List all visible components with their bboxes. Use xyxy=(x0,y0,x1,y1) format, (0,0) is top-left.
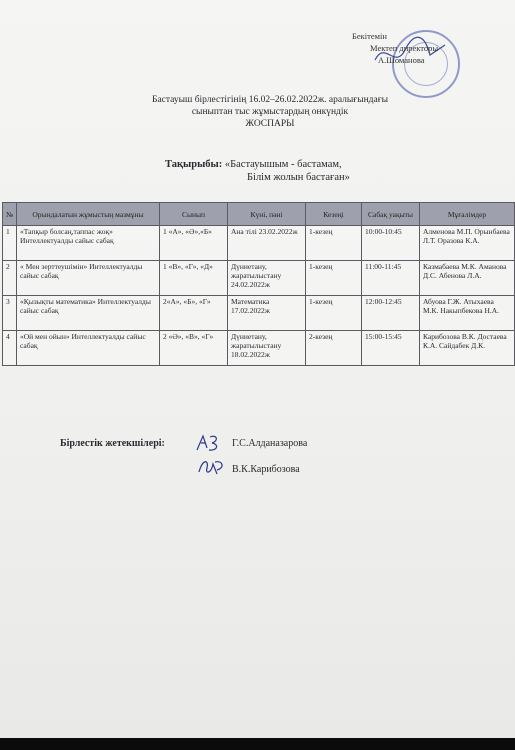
table-row xyxy=(3,296,515,331)
cell-num: 2 xyxy=(3,261,17,296)
cell-content: «Тапқыр болсаң,таппас жоқ» Интеллектуалды сайыс сабақ xyxy=(17,226,160,261)
approval-block xyxy=(352,30,512,66)
cell-class: 1 «А», «Ә»,«Б» xyxy=(160,226,228,261)
topic-text-2: Білім жолын бастаған» xyxy=(247,172,350,183)
cell-time: 15:00-15:45 xyxy=(362,331,420,366)
cell-class: 2 «Ә», «В», «Г» xyxy=(160,331,228,366)
cell-time: 12:00-12:45 xyxy=(362,296,420,331)
cell-class: 2«А», «Б», «Г» xyxy=(160,296,228,331)
signature-2 xyxy=(197,456,229,478)
cell-stage: 2-кезең xyxy=(306,331,362,366)
cell-stage: 1-кезең xyxy=(306,261,362,296)
cell-class: 1 «В», «Г», «Д» xyxy=(160,261,228,296)
title-line: сыныптан тыс жұмыстардың онкүндік xyxy=(191,107,349,117)
approval-line: А.Шоманова xyxy=(378,55,425,65)
cell-content: « Мен зерттеушімін» Интеллектуалды сайыс сабақ xyxy=(17,261,160,296)
plan-table xyxy=(2,202,515,366)
cell-stage: 1-кезең xyxy=(306,226,362,261)
header-cell: Сынып xyxy=(160,203,228,226)
header-cell: Сабақ уақыты xyxy=(362,203,420,226)
table-row xyxy=(3,261,515,296)
table-row xyxy=(3,331,515,366)
cell-time: 11:00-11:45 xyxy=(362,261,420,296)
cell-teachers: Карибозова В.К. Достаева К.А. Сайдабек Д.К. xyxy=(420,331,515,366)
cell-stage: 1-кезең xyxy=(306,296,362,331)
leader-name-2: В.К.Карибозова xyxy=(232,464,300,475)
approval-line: Мектеп директоры xyxy=(370,43,439,53)
table-row xyxy=(3,226,515,261)
cell-num: 3 xyxy=(3,296,17,331)
cell-teachers: Алменова М.П. Орынбаева Л.Т. Оразова К.А. xyxy=(420,226,515,261)
cell-num: 1 xyxy=(3,226,17,261)
topic xyxy=(165,158,350,184)
cell-num: 4 xyxy=(3,331,17,366)
header-cell: № xyxy=(3,203,17,226)
cell-content: «Қызықты математика» Интеллектуалды сайыс сабақ xyxy=(17,296,160,331)
title-line: ЖОСПАРЫ xyxy=(245,119,295,129)
cell-teachers: Казмабаева М.К. Аманова Д.С. Абенова Л.А. xyxy=(420,261,515,296)
header-cell: Күні, пәні xyxy=(228,203,306,226)
cell-teachers: Абуова Г.Ж. Атыхаева М.К. Накыпбекова Н.А. xyxy=(420,296,515,331)
cell-content: «Ой мен ойын» Интеллектуалды сайыс сабақ xyxy=(17,331,160,366)
topic-label: Тақырыбы: xyxy=(165,159,223,170)
header-cell: Мұғалімдер xyxy=(420,203,515,226)
document-title xyxy=(120,94,420,130)
signature-1 xyxy=(195,432,227,454)
cell-time: 10:00-10:45 xyxy=(362,226,420,261)
bottom-edge xyxy=(0,738,515,750)
approval-line: Бекітемін xyxy=(352,31,387,41)
cell-date: Математика 17.02.2022ж xyxy=(228,296,306,331)
cell-date: Дүниетану, жаратылыстану 18.02.2022ж xyxy=(228,331,306,366)
title-line: Бастауыш бірлестігінің 16.02–26.02.2022ж. аралығындағы xyxy=(151,95,388,105)
cell-date: Ана тілі 23.02.2022ж xyxy=(228,226,306,261)
leader-name-1: Г.С.Алданазарова xyxy=(232,438,308,449)
topic-text: «Бастауышым - бастамам, xyxy=(224,159,342,170)
table-header-row xyxy=(3,203,515,226)
leaders-label: Бірлестік жетекшілері: xyxy=(60,438,165,449)
header-cell: Орындалатын жұмыстың мазмұны xyxy=(17,203,160,226)
cell-date: Дүниетану, жаратылыстану 24.02.2022ж xyxy=(228,261,306,296)
header-cell: Кезеңі xyxy=(306,203,362,226)
